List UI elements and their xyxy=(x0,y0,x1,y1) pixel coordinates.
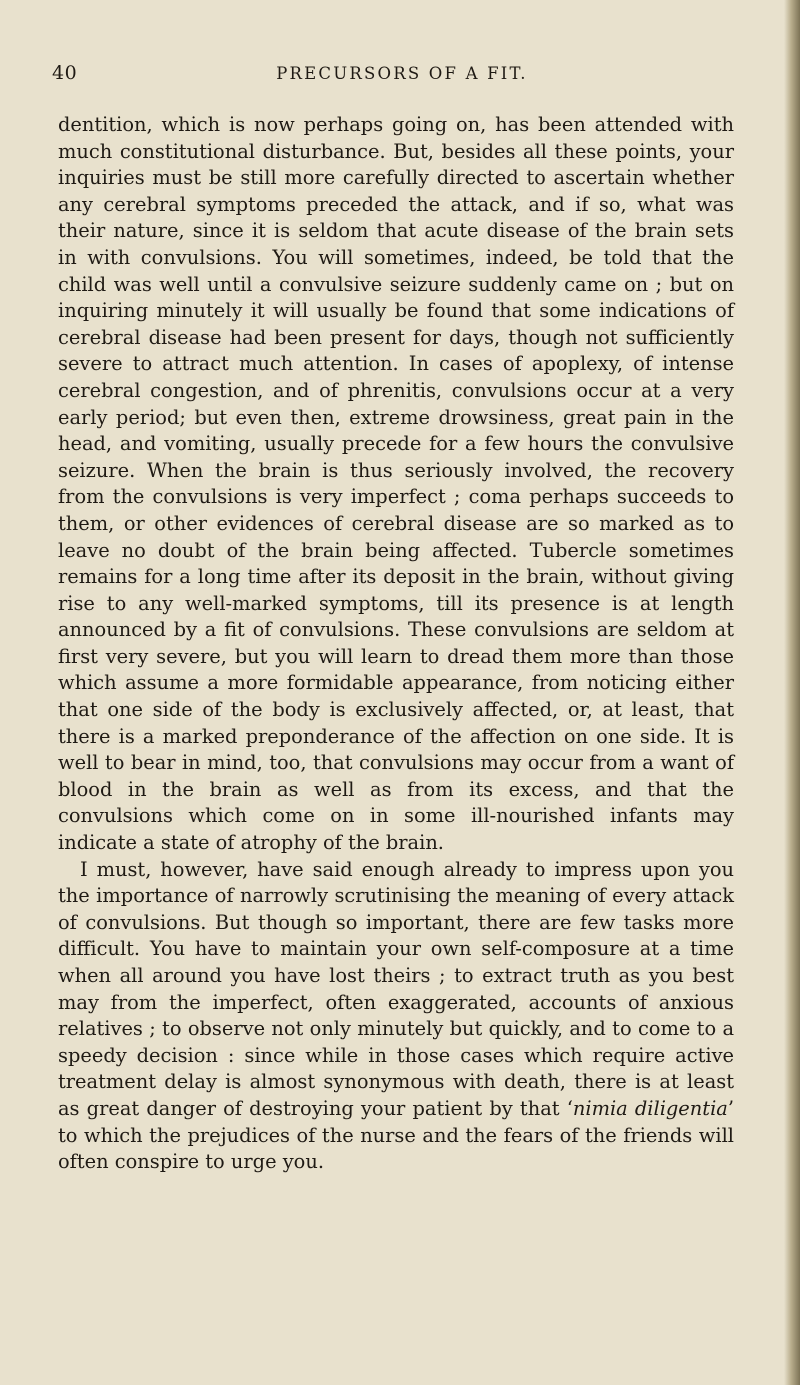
running-head: PRECURSORS OF A FIT. xyxy=(276,64,528,83)
page-number: 40 xyxy=(52,62,78,84)
paragraph-2 xyxy=(58,857,734,1176)
paragraph-2-text-end: ’ to which the prejudices of the nurse and the fears of the friends will often conspire to urge you. xyxy=(58,1096,734,1174)
latin-phrase: nimia diligentia xyxy=(572,1096,728,1120)
body-text xyxy=(58,112,734,1176)
page-header xyxy=(52,58,732,88)
paragraph-1 xyxy=(58,112,734,857)
paragraph-1-text: dentition, which is now perhaps going on, has been attended with much constitutional disturbance. But, besides all these points, your inquiries must be still more carefully directed to ascertain whether any cerebral symptoms preceded the attack, and if so, what was their nature, since it is seldom that acute disease of the brain sets in with convulsions. You will sometimes, indeed, be told that the child was well until a convulsive seizure suddenly came on ; but on inquiring minutely it will usually be found that some indications of cerebral disease had been present for days, though not sufficiently severe to attract much attention. In cases of apoplexy, of intense cerebral congestion, and of phrenitis, convulsions occur at a very early period; but even then, extreme drowsiness, great pain in the head, and vomiting, usually precede for a few hours the convulsive seizure. When the brain is thus seriously involved, the recovery from the convulsions is very imperfect ; coma perhaps succeeds to them, or other evidences of cerebral disease are so marked as to leave no doubt of the brain being affected. Tubercle sometimes remains for a long time after its deposit in the brain, without giving rise to any well-marked symptoms, till its presence is at length announced by a fit of convulsions. These convulsions are seldom at first very severe, but you will learn to dread them more than those which assume a more formidable appearance, from noticing either that one side of the body is exclusively affected, or, at least, that there is a marked preponderance of the affection on one side. It is well to bear in mind, too, that convulsions may occur from a want of blood in the brain as well as from its excess, and that the convulsions which come on in some ill-nourished infants may indicate a state of atrophy of the brain. xyxy=(58,113,734,855)
paragraph-2-text-start: I must, however, have said enough already to impress upon you the importance of narrowly scrutinising the meaning of every attack of convulsions. But though so important, there are few tasks more difficult. You have to maintain your own self-composure at a time when all around you have lost theirs ; to extract truth as you best may from the imperfect, often exaggerated, accounts of anxious relatives ; to observe not only minutely but quickly, and to come to a speedy decision : since while in those cases which require active treatment delay is almost synonymous with death, there is at least as great danger of destroying your patient by that ‘ xyxy=(58,857,734,1120)
page-edge-shadow xyxy=(784,0,800,1385)
